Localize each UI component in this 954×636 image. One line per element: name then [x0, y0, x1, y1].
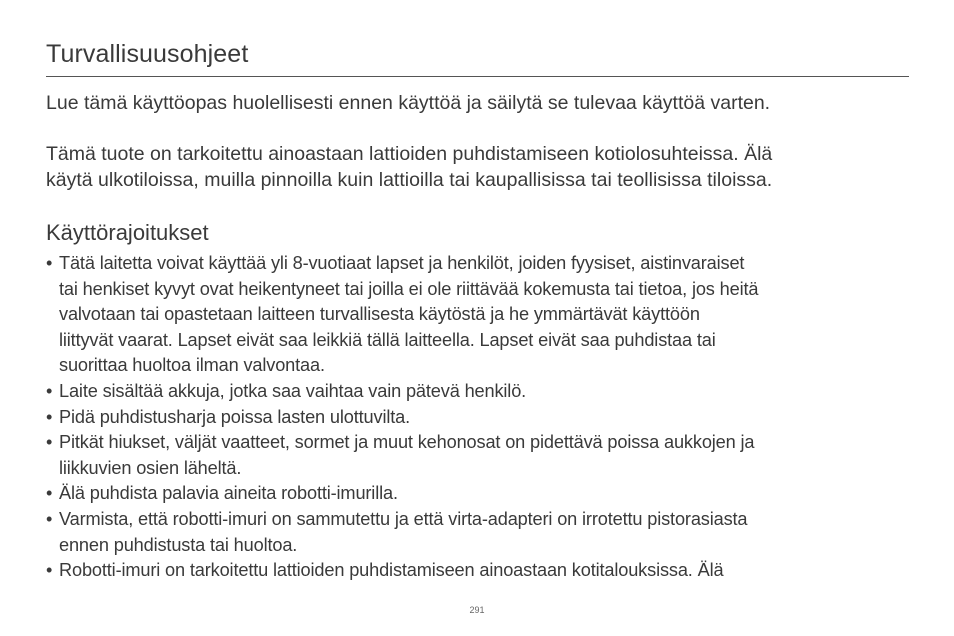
title-divider	[46, 76, 909, 77]
purpose-paragraph	[46, 141, 912, 193]
page-number: 291	[469, 605, 485, 615]
list-item-line: liittyvät vaarat. Lapset eivät saa leikkiä tällä laitteella. Lapset eivät saa puhdistaa tai	[59, 329, 716, 350]
restrictions-heading: Käyttörajoitukset	[46, 220, 209, 245]
list-item-line: Laite sisältää akkuja, jotka saa vaihtaa vain pätevä henkilö.	[59, 380, 527, 401]
bullet-icon: •	[46, 483, 53, 504]
list-item	[46, 430, 916, 481]
purpose-line: käytä ulkotiloissa, muilla pinnoilla kuin lattioilla tai kaupallisissa tai teollisissa tiloissa.	[46, 169, 773, 191]
page-title: Turvallisuusohjeet	[46, 40, 249, 68]
list-item-line: Pidä puhdistusharja poissa lasten ulottuvilta.	[59, 406, 411, 427]
intro-paragraph: Lue tämä käyttöopas huolellisesti ennen käyttöä ja säilytä se tulevaa käyttöä varten.	[46, 92, 771, 114]
restrictions-list	[46, 251, 916, 584]
list-item-line: Varmista, että robotti-imuri on sammutettu ja että virta-adapteri on irrotettu pistorasiasta	[59, 508, 748, 529]
purpose-line: Tämä tuote on tarkoitettu ainoastaan lattioiden puhdistamiseen kotiolosuhteissa. Älä	[46, 143, 773, 165]
manual-page	[46, 0, 912, 636]
list-item-line: valvotaan tai opastetaan laitteen turvallisesta käytöstä ja he ymmärtävät käyttöön	[59, 304, 700, 325]
list-item-line: liikkuvien osien läheltä.	[59, 457, 242, 478]
list-item	[46, 507, 916, 558]
list-item-line: Pitkät hiukset, väljät vaatteet, sormet ja muut kehonosat on pidettävä poissa aukkojen ja	[59, 432, 755, 453]
bullet-icon: •	[46, 508, 53, 529]
bullet-icon: •	[46, 432, 53, 453]
list-item-line: tai henkiset kyvyt ovat heikentyneet tai joilla ei ole riittävää kokemusta tai tietoa, jos heitä	[59, 278, 759, 299]
bullet-icon: •	[46, 380, 53, 401]
list-item-line: Älä puhdista palavia aineita robotti-imurilla.	[59, 483, 398, 504]
bullet-icon: •	[46, 253, 53, 273]
list-item	[46, 558, 916, 584]
list-item-line: ennen puhdistusta tai huoltoa.	[59, 534, 298, 555]
list-item-line: Tätä laitetta voivat käyttää yli 8-vuotiaat lapset ja henkilöt, joiden fyysiset, aistinvaraiset	[59, 253, 745, 273]
list-item	[46, 379, 916, 405]
list-item-line: suorittaa huoltoa ilman valvontaa.	[59, 355, 325, 376]
bullet-icon: •	[46, 560, 53, 581]
list-item	[46, 251, 916, 379]
list-item	[46, 481, 916, 507]
bullet-icon: •	[46, 406, 53, 427]
list-item-line: Robotti-imuri on tarkoitettu lattioiden puhdistamiseen ainoastaan kotitalouksissa. Älä	[59, 560, 724, 581]
list-item	[46, 405, 916, 431]
